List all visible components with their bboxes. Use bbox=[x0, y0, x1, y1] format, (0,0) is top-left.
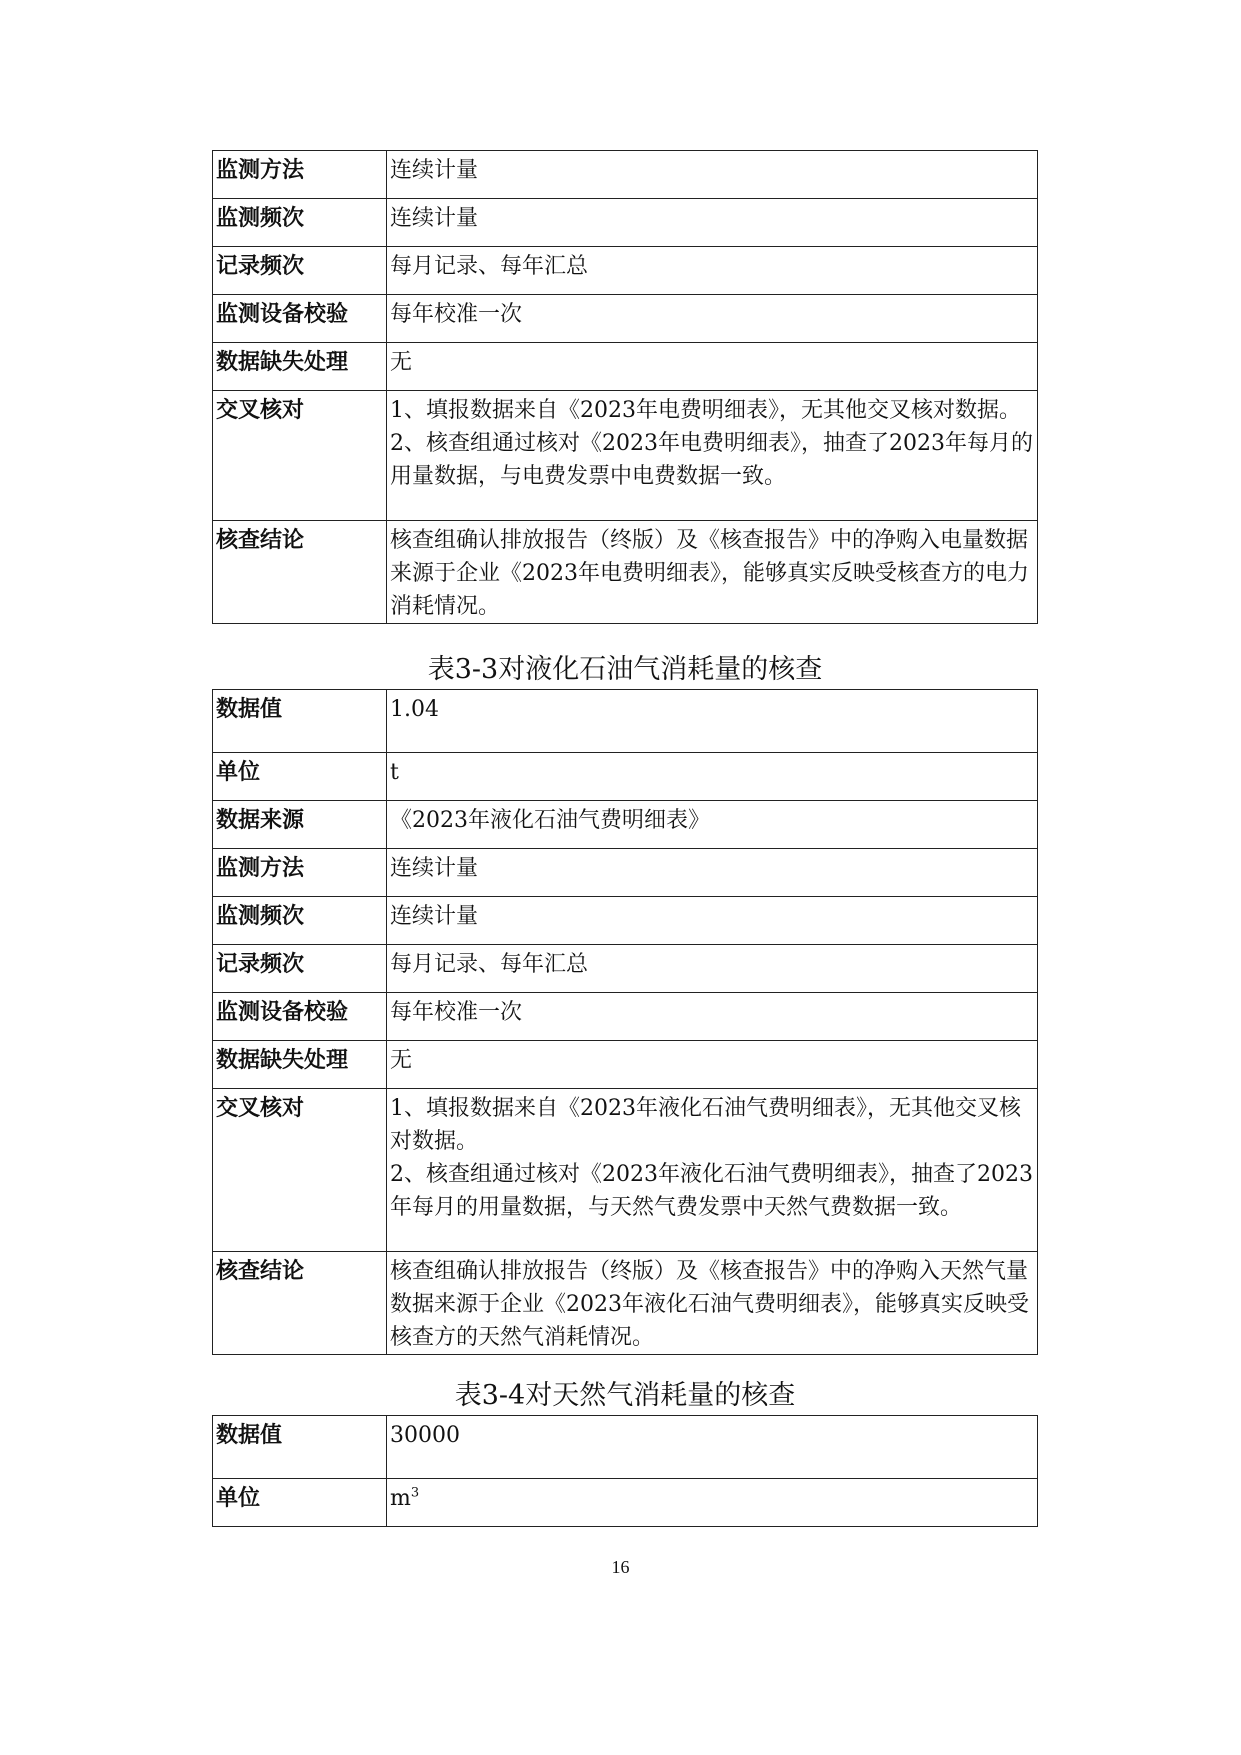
row-value: 每月记录、每年汇总 bbox=[387, 945, 1038, 993]
row-value: 连续计量 bbox=[387, 897, 1038, 945]
unit-exponent: 3 bbox=[410, 1485, 420, 1501]
page-number: 16 bbox=[611, 1557, 630, 1577]
row-value: 连续计量 bbox=[387, 199, 1038, 247]
row-value bbox=[387, 1479, 1038, 1527]
table-row bbox=[213, 343, 1038, 391]
table-row bbox=[213, 1252, 1038, 1355]
row-key: 监测方法 bbox=[213, 151, 387, 199]
row-key: 交叉核对 bbox=[213, 391, 387, 521]
row-key: 监测频次 bbox=[213, 199, 387, 247]
row-key: 记录频次 bbox=[213, 945, 387, 993]
table-caption: 表3-4对天然气消耗量的核查 bbox=[454, 1380, 796, 1411]
row-value: 连续计量 bbox=[387, 849, 1038, 897]
row-value: 无 bbox=[387, 343, 1038, 391]
row-key: 核查结论 bbox=[213, 521, 387, 624]
row-value: 《2023年液化石油气费明细表》 bbox=[387, 801, 1038, 849]
row-key: 交叉核对 bbox=[213, 1089, 387, 1252]
row-key: 数据缺失处理 bbox=[213, 1041, 387, 1089]
row-key: 数据值 bbox=[213, 690, 387, 753]
row-value: 核查组确认排放报告（终版）及《核查报告》中的净购入天然气量数据来源于企业《2023年液化石油气费明细表》，能够真实反映受核查方的天然气消耗情况。 bbox=[387, 1252, 1038, 1355]
row-value: 无 bbox=[387, 1041, 1038, 1089]
row-key: 记录频次 bbox=[213, 247, 387, 295]
table-row bbox=[213, 151, 1038, 199]
unit-text: m bbox=[390, 1486, 411, 1511]
table-row bbox=[213, 897, 1038, 945]
table-row bbox=[213, 521, 1038, 624]
row-value: 1、填报数据来自《2023年液化石油气费明细表》，无其他交叉核对数据。 2、核查组通过核对《2023年液化石油气费明细表》，抽查了2023年每月的用量数据，与天然气费发票中天然气费数据一致。 bbox=[387, 1089, 1038, 1252]
verification-table-continued bbox=[212, 150, 1038, 624]
row-key: 单位 bbox=[213, 1479, 387, 1527]
table-row bbox=[213, 295, 1038, 343]
row-value: 每月记录、每年汇总 bbox=[387, 247, 1038, 295]
row-value: 连续计量 bbox=[387, 151, 1038, 199]
row-value: 1.04 bbox=[387, 690, 1038, 753]
row-value: 每年校准一次 bbox=[387, 295, 1038, 343]
row-key: 监测设备校验 bbox=[213, 993, 387, 1041]
lpg-consumption-table bbox=[212, 689, 1038, 1355]
table-row bbox=[213, 993, 1038, 1041]
row-value: 每年校准一次 bbox=[387, 993, 1038, 1041]
table-row bbox=[213, 801, 1038, 849]
row-key: 单位 bbox=[213, 753, 387, 801]
row-value: t bbox=[387, 753, 1038, 801]
row-key: 监测方法 bbox=[213, 849, 387, 897]
table-caption: 表3-3对液化石油气消耗量的核查 bbox=[427, 654, 823, 685]
table-row bbox=[213, 199, 1038, 247]
table-row bbox=[213, 690, 1038, 753]
table-row bbox=[213, 391, 1038, 521]
table-row bbox=[213, 849, 1038, 897]
table-row bbox=[213, 753, 1038, 801]
row-value: 1、填报数据来自《2023年电费明细表》，无其他交叉核对数据。 2、核查组通过核对《2023年电费明细表》，抽查了2023年每月的用量数据，与电费发票中电费数据一致。 bbox=[387, 391, 1038, 521]
row-key: 数据缺失处理 bbox=[213, 343, 387, 391]
row-key: 核查结论 bbox=[213, 1252, 387, 1355]
table-row bbox=[213, 1041, 1038, 1089]
table-row bbox=[213, 945, 1038, 993]
table-row bbox=[213, 1416, 1038, 1479]
table-row bbox=[213, 1479, 1038, 1527]
row-value: 核查组确认排放报告（终版）及《核查报告》中的净购入电量数据来源于企业《2023年电费明细表》，能够真实反映受核查方的电力消耗情况。 bbox=[387, 521, 1038, 624]
row-key: 监测设备校验 bbox=[213, 295, 387, 343]
row-key: 监测频次 bbox=[213, 897, 387, 945]
table-row bbox=[213, 247, 1038, 295]
natural-gas-consumption-table bbox=[212, 1415, 1038, 1527]
row-key: 数据来源 bbox=[213, 801, 387, 849]
row-key: 数据值 bbox=[213, 1416, 387, 1479]
row-value: 30000 bbox=[387, 1416, 1038, 1479]
table-row bbox=[213, 1089, 1038, 1252]
